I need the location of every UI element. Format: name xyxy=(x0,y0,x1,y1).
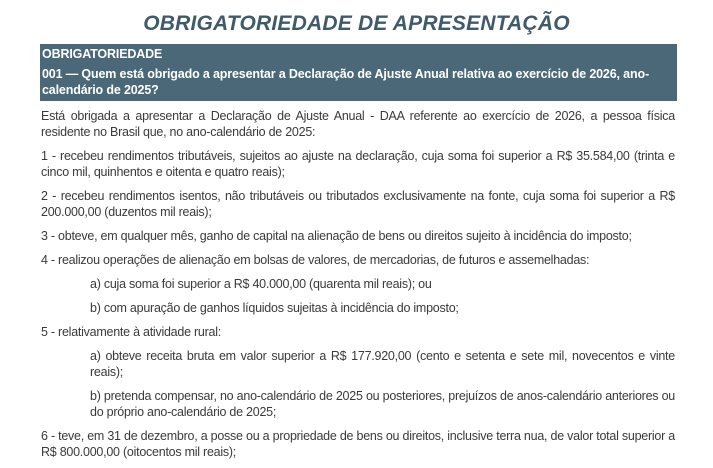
sub-item: a) cuja soma foi superior a R$ 40.000,00 (quarenta mil reais); ou xyxy=(90,277,432,291)
list-item: 5 - relativamente à atividade rural: xyxy=(41,325,221,339)
intro-paragraph: Está obrigada a apresentar a Declaração de Ajuste Anual - DAA referente ao exercício de 2026, a pessoa física residente no Brasil que, no ano-calendário de 2025: xyxy=(41,109,675,139)
sub-item: a) obteve receita bruta em valor superior a R$ 177.920,00 (cento e setenta e sete mil, novecentos e vinte reais); xyxy=(90,349,675,379)
question-header xyxy=(40,44,677,101)
list-item: 6 - teve, em 31 de dezembro, a posse ou a propriedade de bens ou direitos, inclusive terra nua, de valor total superior a R$ 800.000,00 (oitocentos mil reais); xyxy=(41,429,675,459)
sub-item: b) com apuração de ganhos líquidos sujeitas à incidência do imposto; xyxy=(90,301,459,315)
answer-body xyxy=(41,108,675,468)
list-item: 4 - realizou operações de alienação em bolsas de valores, de mercadorias, de futuros e assemelhadas: xyxy=(41,253,590,267)
list-item: 2 - recebeu rendimentos isentos, não tributáveis ou tributados exclusivamente na fonte, cuja soma foi superior a R$ 200.000,00 (duzentos mil reais); xyxy=(41,189,675,219)
list-item: 1 - recebeu rendimentos tributáveis, sujeitos ao ajuste na declaração, cuja soma foi superior a R$ 35.584,00 (trinta e cinco mil, quinhentos e oitenta e quatro reais); xyxy=(41,149,675,179)
page-title: OBRIGATORIEDADE DE APRESENTAÇÃO xyxy=(143,12,570,35)
section-label: OBRIGATORIEDADE xyxy=(42,47,163,61)
sub-item: b) pretenda compensar, no ano-calendário de 2025 ou posteriores, prejuízos de anos-calendário anteriores ou do próprio ano-calendário de 2025; xyxy=(90,389,675,419)
list-item: 3 - obteve, em qualquer mês, ganho de capital na alienação de bens ou direitos sujeito à incidência do imposto; xyxy=(41,229,632,243)
question-text: 001 — Quem está obrigado a apresentar a Declaração de Ajuste Anual relativa ao exercício de 2026, ano-calendário de 2025? xyxy=(42,67,649,97)
